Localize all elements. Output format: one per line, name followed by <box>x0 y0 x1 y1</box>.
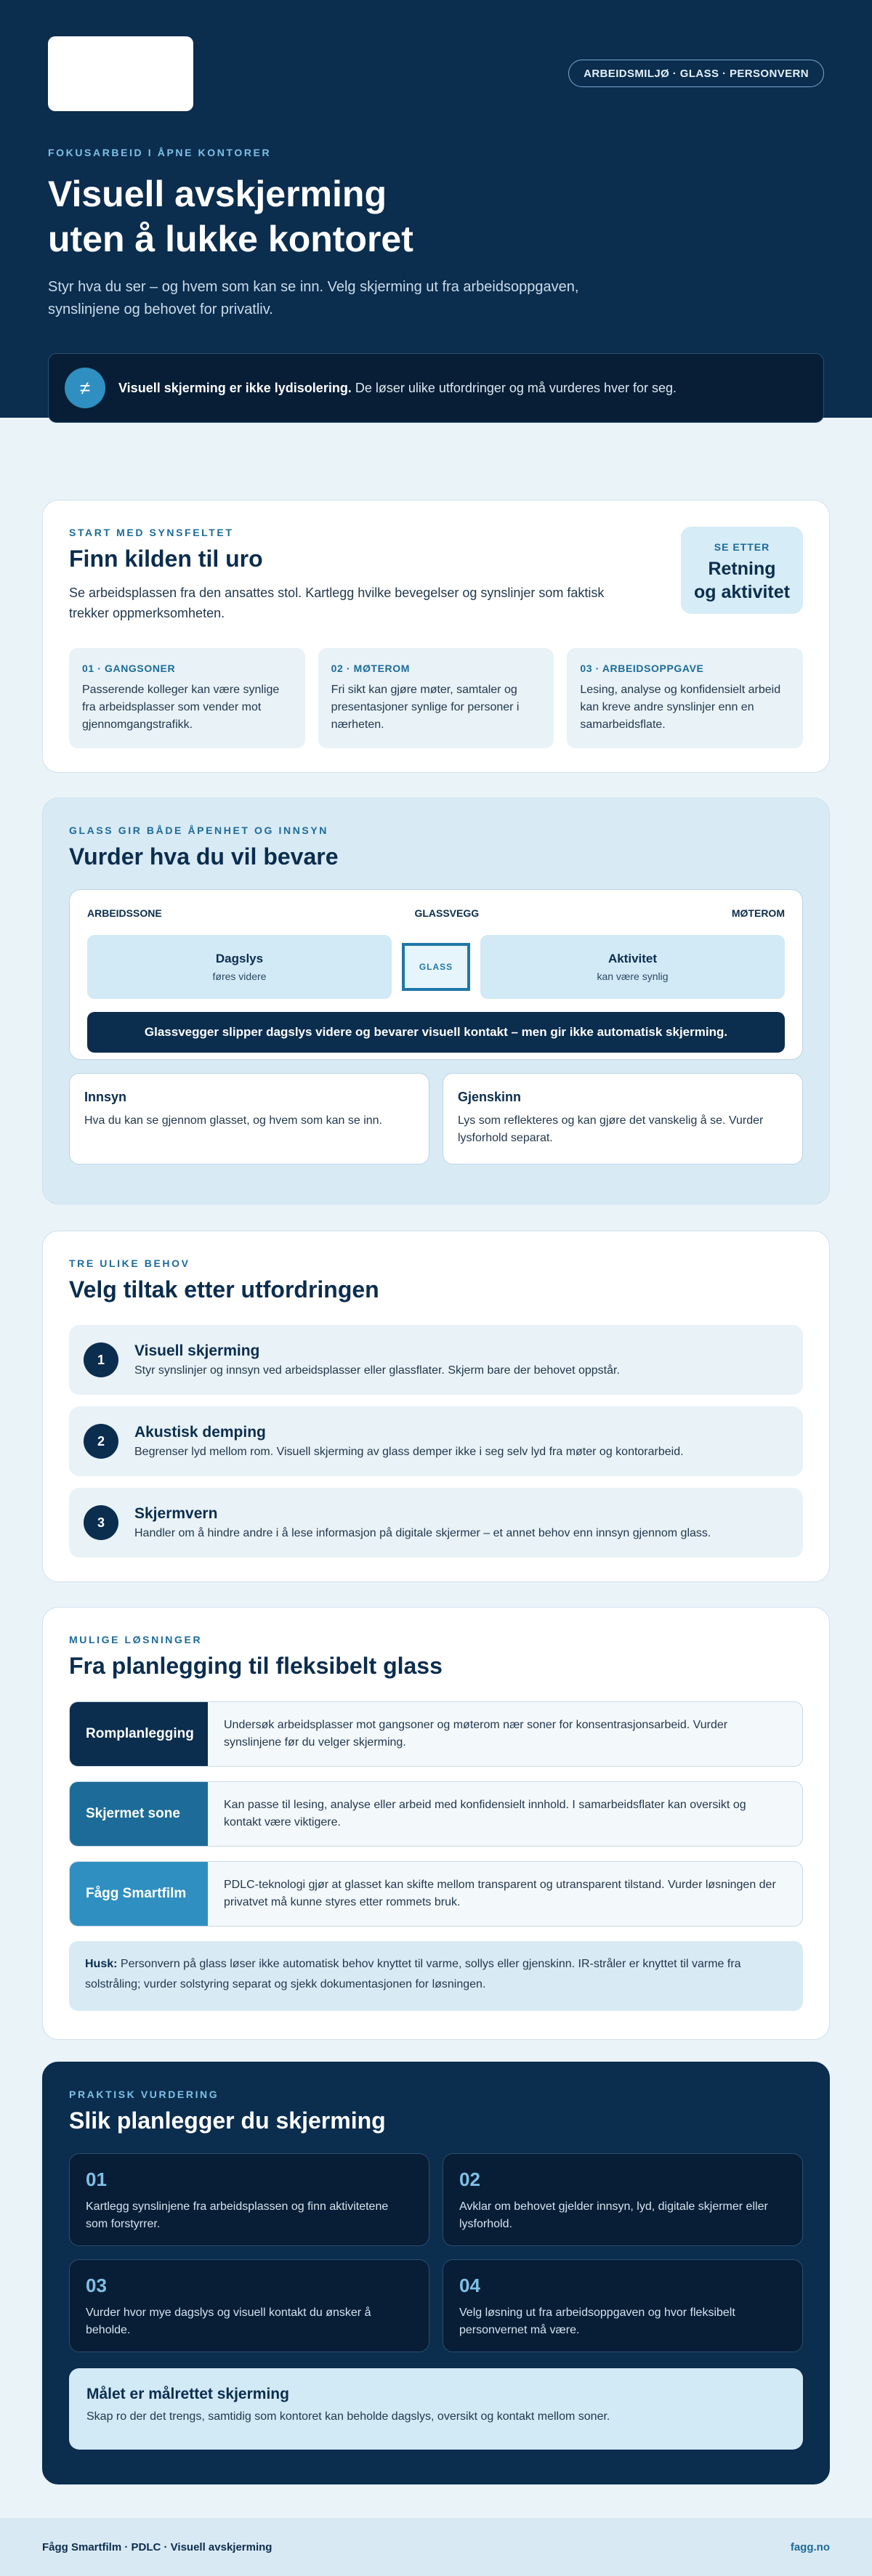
solution-text: Undersøk arbeidsplasser mot gangsoner og møterom nær soner for konsentrasjonsarbeid. Vurder synslinjene før du velger skjerming. <box>224 1719 728 1749</box>
daylight-sub: føres videre <box>212 971 267 982</box>
step-card <box>69 2153 429 2246</box>
step-number: 03 <box>86 2275 107 2296</box>
zone-label: 03 · ARBEIDSOPPGAVE <box>580 663 704 674</box>
solution-list <box>69 1701 803 1927</box>
diagram-row <box>87 935 785 999</box>
hero <box>0 0 872 418</box>
note-bold: Husk: <box>85 1958 118 1970</box>
step-number: 01 <box>86 2168 107 2190</box>
number-badge: 2 <box>84 1424 118 1459</box>
section-planning-steps <box>42 2062 830 2484</box>
look-for-badge <box>681 527 803 614</box>
solution-text: Kan passe til lesing, analyse eller arbeid med konfidensielt innhold. I samarbeidsflater kan oversikt og kontakt være viktigere. <box>224 1799 746 1828</box>
step-card <box>69 2259 429 2352</box>
hero-lead: Styr hva du ser – og hvem som kan se inn. Velg skjerming ut fra arbeidsoppgaven, synslinjene og behovet for privatliv. <box>48 279 579 317</box>
activity-sub: kan være synlig <box>597 971 669 982</box>
step-card <box>443 2259 803 2352</box>
daylight-box <box>87 935 392 999</box>
solution-label: Skjermet sone <box>70 1782 208 1846</box>
section-eyebrow: MULIGE LØSNINGER <box>69 1634 203 1645</box>
zone-list <box>69 648 803 748</box>
zone-label: 01 · GANGSONER <box>82 663 176 674</box>
solution-row <box>69 1701 803 1767</box>
number-badge: 1 <box>84 1342 118 1377</box>
section-eyebrow: TRE ULIKE BEHOV <box>69 1257 190 1269</box>
step-card <box>443 2153 803 2246</box>
solution-text: PDLC-teknologi gjør at glasset kan skifte mellom transparent og utransparent tilstand. Vurder løsningen der privatvet må kunne styres etter rommets bruk. <box>224 1879 776 1908</box>
need-title: Skjermvern <box>134 1505 218 1522</box>
solution-row <box>69 1861 803 1927</box>
factor-text: Hva du kan se gjennom glasset, og hvem som kan se inn. <box>84 1114 382 1127</box>
solution-label: Romplanlegging <box>70 1702 208 1766</box>
step-text: Vurder hvor mye dagslys og visuell kontakt du ønsker å beholde. <box>86 2306 371 2336</box>
section-eyebrow: GLASS GIR BÅDE ÅPENHET OG INNSYN <box>69 825 329 836</box>
step-text: Velg løsning ut fra arbeidsoppgaven og hvor fleksibelt personvernet må være. <box>459 2306 735 2336</box>
section-eyebrow: START MED SYNSFELTET <box>69 527 234 538</box>
zone-card <box>318 648 554 748</box>
callout-text <box>118 381 677 396</box>
badge-line2: og aktivitet <box>694 582 790 602</box>
need-title: Akustisk demping <box>134 1424 266 1441</box>
factor-title: Innsyn <box>84 1090 127 1104</box>
goal-title: Målet er målrettet skjerming <box>86 2386 289 2402</box>
logo-placeholder <box>48 36 193 111</box>
topic-tag: ARBEIDSMILJØ · GLASS · PERSONVERN <box>568 60 824 87</box>
need-text: Begrenser lyd mellom rom. Visuell skjerming av glass demper ikke i seg selv lyd fra møter og kontorarbeid. <box>134 1446 684 1458</box>
activity-title: Aktivitet <box>607 952 658 965</box>
callout-bold: Visuell skjerming er ikke lydisolering. <box>118 380 352 395</box>
section-title: Finn kilden til uro <box>69 546 263 572</box>
activity-box <box>480 935 785 999</box>
diagram-header <box>87 907 785 919</box>
solution-label: Fågg Smartfilm <box>70 1862 208 1926</box>
footer <box>0 2518 872 2576</box>
diagram-left-heading: ARBEIDSSONE <box>87 907 162 919</box>
factor-card <box>69 1073 429 1165</box>
section-eyebrow: PRAKTISK VURDERING <box>69 2089 219 2100</box>
section-title: Velg tiltak etter utfordringen <box>69 1276 379 1303</box>
number-badge: 3 <box>84 1505 118 1540</box>
section-title: Vurder hva du vil bevare <box>69 843 339 870</box>
section-title: Fra planlegging til fleksibelt glass <box>69 1653 443 1679</box>
diagram-conclusion: Glassvegger slipper dagslys videre og bevarer visuell kontakt – men gir ikke automatisk skjerming. <box>87 1012 785 1053</box>
badge-value <box>681 557 803 604</box>
reminder-note <box>69 1941 803 2011</box>
diagram-mid-heading: GLASSVEGG <box>414 907 480 919</box>
goal-box <box>69 2368 803 2450</box>
note-text: Personvern på glass løser ikke automatisk behov knyttet til varme, sollys eller gjenskinn. IR-stråler er knyttet til varme fra solstråling; vurder solstyring separat og sjekk dokumentasjonen for løsningen. <box>85 1958 741 1990</box>
step-text: Kartlegg synslinjene fra arbeidsplassen og finn aktivitetene som forstyrrer. <box>86 2200 389 2230</box>
section-solutions <box>42 1607 830 2040</box>
section-title: Slik planlegger du skjerming <box>69 2107 386 2134</box>
badge-label: SE ETTER <box>714 541 770 553</box>
badge-line1: Retning <box>708 559 776 579</box>
section-glass-tradeoff <box>42 798 830 1204</box>
zone-text: Lesing, analyse og konfidensielt arbeid kan kreve andre synslinjer enn en samarbeidsflate. <box>580 684 781 731</box>
need-title: Visuell skjerming <box>134 1342 260 1359</box>
not-equal-icon: ≠ <box>65 368 105 408</box>
list-item <box>69 1488 803 1558</box>
factor-card <box>443 1073 803 1165</box>
step-number: 02 <box>459 2168 480 2190</box>
needs-list <box>69 1325 803 1558</box>
callout-rest: De løser ulike utfordringer og må vurderes hver for seg. <box>351 380 677 395</box>
hero-title-line1: Visuell avskjerming <box>48 174 387 214</box>
factor-text: Lys som reflekteres og kan gjøre det vanskelig å se. Vurder lysforhold separat. <box>458 1114 764 1144</box>
need-body <box>134 1342 620 1377</box>
factor-title: Gjenskinn <box>458 1090 522 1104</box>
glass-factor-cards <box>69 1073 803 1165</box>
glass-pane: GLASS <box>402 943 470 991</box>
daylight-title: Dagslys <box>215 952 264 965</box>
step-grid <box>69 2153 803 2352</box>
section-three-needs <box>42 1231 830 1582</box>
zone-text: Fri sikt kan gjøre møter, samtaler og presentasjoner synlige for personer i nærheten. <box>331 684 520 731</box>
section-source-of-distraction <box>42 500 830 773</box>
list-item <box>69 1406 803 1476</box>
hero-title <box>48 171 557 262</box>
goal-text: Skap ro der det trengs, samtidig som kontoret kan beholde dagslys, oversikt og kontakt mellom soner. <box>86 2410 610 2423</box>
need-body <box>134 1424 684 1459</box>
section-lead: Se arbeidsplassen fra den ansattes stol. Kartlegg hvilke bevegelser og synslinjer som faktisk trekker oppmerksomheten. <box>69 586 605 620</box>
list-item <box>69 1325 803 1395</box>
footer-credit: Fågg Smartfilm · PDLC · Visuell avskjerming <box>42 2540 272 2553</box>
hero-title-line2: uten å lukke kontoret <box>48 219 413 259</box>
hero-eyebrow: FOKUSARBEID I ÅPNE KONTORER <box>48 147 272 158</box>
need-body <box>134 1505 711 1540</box>
hero-callout <box>48 353 824 423</box>
zone-text: Passerende kolleger kan være synlige fra arbeidsplasser som vender mot gjennomgangstrafikk. <box>82 684 280 731</box>
zone-card <box>69 648 305 748</box>
zone-label: 02 · MØTEROM <box>331 663 410 674</box>
diagram-right-heading: MØTEROM <box>731 907 785 919</box>
step-number: 04 <box>459 2275 480 2296</box>
need-text: Styr synslinjer og innsyn ved arbeidsplasser eller glassflater. Skjerm bare der behovet oppstår. <box>134 1364 620 1377</box>
glass-wall-diagram <box>69 889 803 1060</box>
need-text: Handler om å hindre andre i å lese informasjon på digitale skjermer – et annet behov enn innsyn gjennom glass. <box>134 1527 711 1539</box>
footer-link[interactable]: fagg.no <box>790 2540 830 2553</box>
zone-card <box>567 648 803 748</box>
solution-row <box>69 1781 803 1847</box>
step-text: Avklar om behovet gjelder innsyn, lyd, digitale skjermer eller lysforhold. <box>459 2200 768 2230</box>
